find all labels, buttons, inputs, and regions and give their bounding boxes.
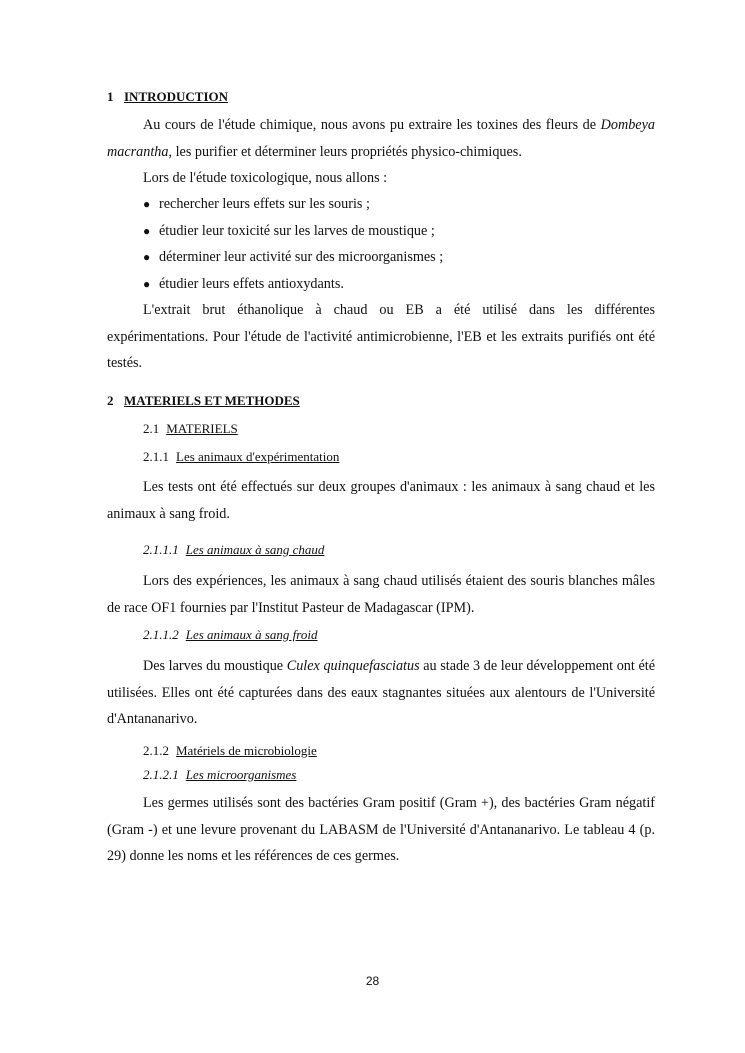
paragraph-2-1-1-2: Des larves du moustique Culex quinquefasciatus au stade 3 de leur développement ont été utilisées. Elles ont été capturées dans des eaux stagnantes situées aux alentours de l'Université d'Antananarivo.	[107, 658, 655, 727]
paragraph-2-1-1: Les tests ont été effectués sur deux groupes d'animaux : les animaux à sang chaud et les animaux à sang froid.	[107, 479, 655, 522]
heading-2-1-1-1: 2.1.1.1 Les animaux à sang chaud	[143, 542, 325, 557]
heading-introduction: 1 INTRODUCTION	[107, 89, 229, 104]
bullet-item: ● étudier leur toxicité sur les larves de moustique ;	[143, 223, 435, 239]
heading-2-1-2-1: 2.1.2.1 Les microorganismes	[143, 767, 297, 782]
heading-introduction-title: INTRODUCTION	[124, 89, 229, 104]
heading-methods: 2 MATERIELS ET METHODES	[107, 393, 300, 408]
paragraph-2-1-1-1: Lors des expériences, les animaux à sang chaud utilisés étaient des souris blanches mâles de race OF1 fournies par l'Institut Pasteur de Madagascar (IPM).	[107, 573, 655, 616]
bullet-item: ● rechercher leurs effets sur les souris ;	[143, 196, 370, 212]
heading-methods-title: MATERIELS ET METHODES	[124, 393, 300, 408]
paragraph-2-1-2-1: Les germes utilisés sont des bactéries Gram positif (Gram +), des bactéries Gram négatif (Gram -) et une levure provenant du LABASM de l'Université d'Antananarivo. Le tableau 4 (p. 29) donne les noms et les références de ces germes.	[107, 795, 655, 864]
intro-paragraph-2: Lors de l'étude toxicologique, nous allons :	[143, 170, 388, 186]
bullet-item: ● étudier leurs effets antioxydants.	[143, 276, 344, 292]
heading-2-1: 2.1 MATERIELS	[143, 421, 238, 436]
bullet-item: ● déterminer leur activité sur des microorganismes ;	[143, 249, 444, 265]
heading-2-1-2: 2.1.2 Matériels de microbiologie	[143, 743, 317, 758]
heading-2-1-1: 2.1.1 Les animaux d'expérimentation	[143, 449, 340, 464]
heading-2-1-1-2: 2.1.1.2 Les animaux à sang froid	[143, 627, 318, 642]
page-number: 28	[365, 974, 380, 988]
intro-paragraph-1: Au cours de l'étude chimique, nous avons pu extraire les toxines des fleurs de Dombeya macrantha, les purifier et déterminer leurs propriétés physico-chimiques.	[107, 117, 655, 160]
intro-paragraph-3: L'extrait brut éthanolique à chaud ou EB a été utilisé dans les différentes expérimentations. Pour l'étude de l'activité antimicrobienne, l'EB et les extraits purifiés ont été testés.	[107, 302, 655, 371]
